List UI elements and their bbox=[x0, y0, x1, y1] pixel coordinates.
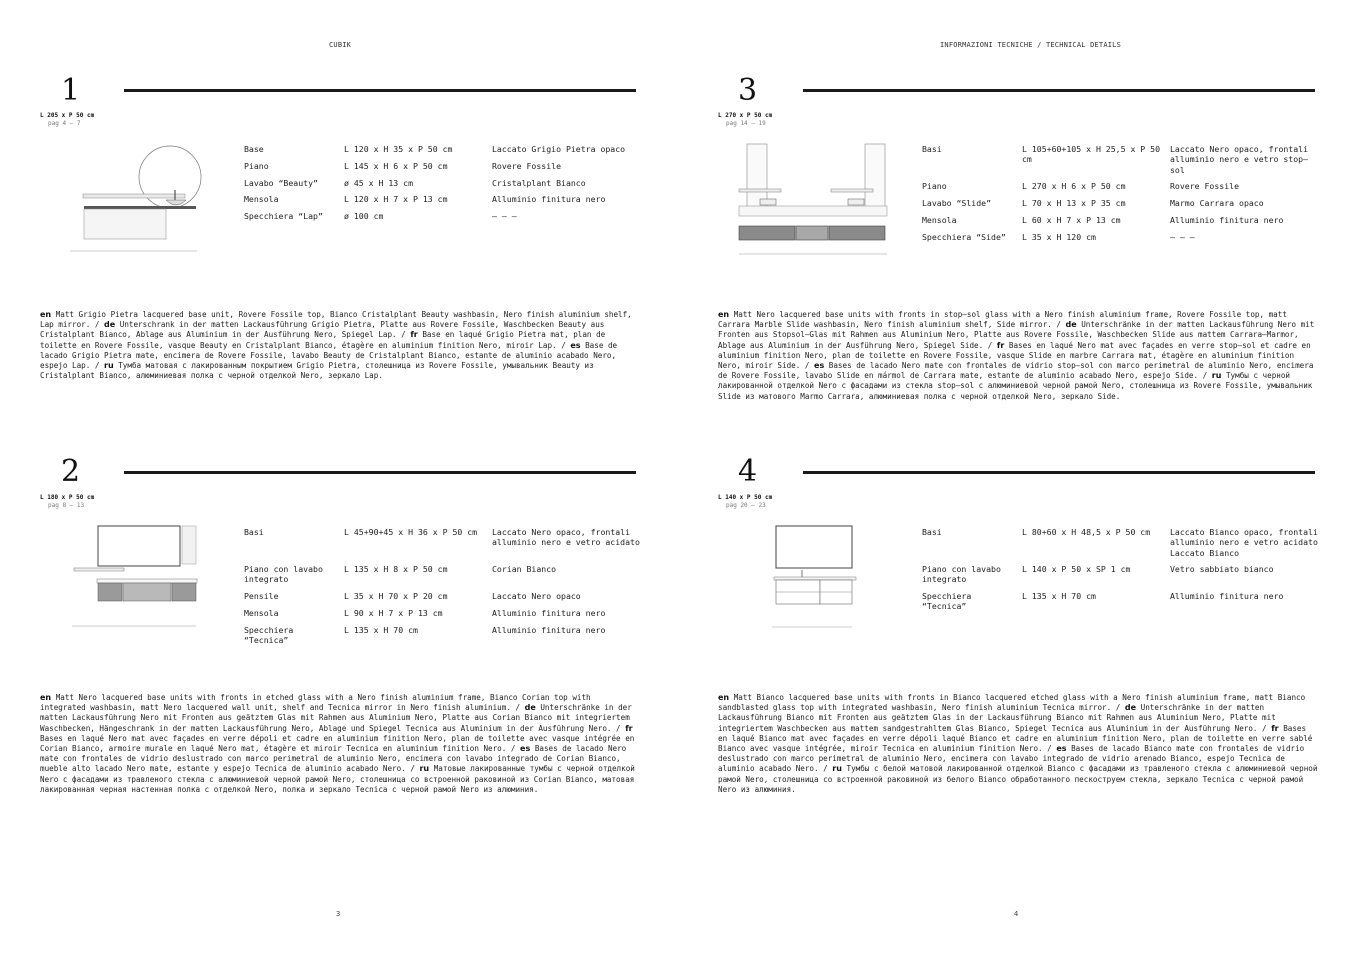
lang-code: fr bbox=[410, 330, 418, 340]
spec-finish: – – – bbox=[1170, 232, 1195, 242]
left-page-header: CUBIK bbox=[329, 41, 352, 49]
lang-code: fr bbox=[1271, 723, 1279, 733]
description-text: Тумбы с черной лакированной отделкой Nero с фасадами из стекла stop–sol с алюминиевой черной рамой Nero, столешница из Rovere Fossile, умывальник Slide из матового Marmo Carrara, алюминиевая полка с черной отделкой Nero, зеркало Side. bbox=[718, 371, 1313, 401]
spec-finish: Alluminio finitura nero bbox=[492, 194, 606, 204]
spec-finish: Alluminio finitura nero bbox=[492, 625, 606, 635]
spec-finish: Rovere Fossile bbox=[1170, 181, 1240, 191]
top bbox=[84, 206, 196, 209]
spec-item: Lavabo “Slide” bbox=[922, 198, 992, 208]
composition-3-rule bbox=[803, 89, 1315, 92]
spec-item: Piano bbox=[244, 161, 269, 171]
spec-size: ø 100 cm bbox=[344, 211, 384, 221]
lang-code: de bbox=[524, 703, 536, 713]
spec-item: Specchiera “Lap” bbox=[244, 211, 323, 221]
lang-code: fr bbox=[996, 340, 1005, 350]
spec-item: Mensola bbox=[922, 215, 957, 225]
spec-finish: Alluminio finitura nero bbox=[492, 608, 606, 618]
spec-item: Mensola bbox=[244, 608, 279, 618]
composition-1-number: 1 bbox=[61, 73, 81, 108]
description-text: Тумбы с белой матовой лакированной отделкой Bianco с фасадами из травленого стекла с алюминиевой черной рамой Nero, столешница со встроенной раковиной из белого Bianco обработанного пескоструем стекла, зеркало Tecnica с черной рамой Nero из алюминия. bbox=[718, 764, 1318, 794]
spec-item: Specchiera “Side” bbox=[922, 232, 1006, 242]
spec-finish: Laccato Nero opaco, frontali alluminio nero e vetro stop–sol bbox=[1170, 144, 1309, 175]
description-text: Bases en laqué Nero mat avec façades en verre dépoli et cadre en aluminium finition Nero, plan de toilette avec vasque intégrée en Corian Bianco, armoire murale en laqué Nero mat, étagère et miroir Tecnica en aluminium finition Nero. / bbox=[40, 733, 635, 754]
composition-3-dimensions: L 270 x P 50 cm bbox=[718, 112, 773, 119]
spec-finish: Rovere Fossile bbox=[492, 161, 562, 171]
spec-item: Specchiera “Tecnica” bbox=[922, 591, 972, 612]
lang-code: de bbox=[104, 320, 116, 330]
composition-4-spec-table bbox=[922, 527, 1322, 617]
description-text: Bases de lacado Bianco mate con frontales de vidrio deslustrado con marco perimetral de aluminio Nero, encimera con lavabo integrado de vidrio arenado Bianco, espejo Tecnica de aluminio acabado Nero. / bbox=[718, 744, 1305, 774]
spec-size: L 80+60 x H 48,5 x P 50 cm bbox=[1022, 527, 1151, 537]
base-unit bbox=[84, 209, 166, 239]
spec-size: L 90 x H 7 x P 13 cm bbox=[344, 608, 443, 618]
description-text: Unterschränke in der matten Lackausführung Bianco mit Fronten aus geätztem Glas in der Lackausführung Bianco mit Rahmen aus Aluminium Nero, Platte mit integriertem Waschbecken aus mattem sandgestrahltem Glas Bianco, Spiegel Tecnica aus Aluminium in der Ausführung Nero. / bbox=[718, 703, 1276, 733]
description-text: Unterschrank in der matten Lackausführung Grigio Pietra, Platte aus Rovere Fossile, Waschbecken Beauty aus Cristalplant Bianco, Ablage aus Aluminium in der Ausführung Nero, Spiegel Lap. / bbox=[40, 320, 605, 340]
spec-item: Pensile bbox=[244, 591, 279, 601]
base-right bbox=[829, 226, 885, 240]
shelf bbox=[83, 194, 185, 198]
composition-2-spec-table bbox=[244, 527, 644, 647]
spec-finish: Laccato Nero opaco, frontali alluminio nero e vetro acidato bbox=[492, 527, 640, 548]
spec-finish: Marmo Carrara opaco bbox=[1170, 198, 1264, 208]
composition-4-pages: pag 20 – 23 bbox=[726, 502, 766, 509]
spec-finish: – – – bbox=[492, 211, 517, 221]
spec-size: ø 45 x H 13 cm bbox=[344, 178, 414, 188]
base-right bbox=[172, 583, 196, 601]
top bbox=[739, 206, 887, 216]
spec-item: Basi bbox=[244, 527, 264, 537]
composition-1-spec-table bbox=[244, 144, 644, 234]
shelf-right bbox=[831, 189, 873, 192]
spec-size: L 145 x H 6 x P 50 cm bbox=[344, 161, 448, 171]
description-text: Base de lacado Grigio Pietra mate, encimera de Rovere Fossile, lavabo Beauty de Cristalplant Bianco, estante de aluminio acabado Nero, espejo Lap. / bbox=[40, 340, 618, 371]
composition-1-drawing bbox=[70, 140, 200, 255]
description-text: Base en laqué Grigio Pietra mat, plan de toilette en Rovere Fossile, vasque Beauty en Cristalplant Bianco, étagère en aluminium finition Nero, miroir Lap. / bbox=[40, 330, 606, 350]
composition-3-drawing bbox=[735, 140, 895, 260]
left-page-number: 3 bbox=[336, 910, 341, 918]
lang-code: de bbox=[1065, 320, 1077, 330]
description-text: Bases en laqué Nero mat avec façades en verre stop–sol et cadre en aluminium finition Nero, plan de toilette en Rovere Fossile, vasque Slide en marbre Carrara mat, étagère en aluminium finition Nero, miroir Side. / bbox=[718, 340, 1311, 371]
composition-1-dimensions: L 205 x P 50 cm bbox=[40, 112, 95, 119]
spec-item: Base bbox=[244, 144, 264, 154]
washbasin-beauty bbox=[166, 200, 186, 205]
shelf-left bbox=[739, 189, 781, 192]
description-text: Matt Grigio Pietra lacquered base unit, Rovere Fossile top, Bianco Cristalplant Beauty washbasin, Nero finish aluminium shelf, Lap mirror. / bbox=[40, 310, 632, 330]
lang-code: ru bbox=[832, 764, 842, 774]
composition-3-description bbox=[718, 310, 1318, 402]
right-page-number: 4 bbox=[1014, 910, 1019, 918]
lang-code: es bbox=[1056, 744, 1067, 754]
spec-size: L 105+60+105 x H 25,5 x P 50 cm bbox=[1022, 144, 1161, 165]
lang-code: en bbox=[40, 310, 52, 319]
composition-2-rule bbox=[124, 471, 636, 474]
spec-item: Piano bbox=[922, 181, 947, 191]
description-text: Unterschränke in der matten Lackausführung Nero mit Fronten aus geätztem Glas mit Rahmen aus Aluminium Nero, Platte aus Corian Bianco mit integriertem Waschbecken, Hängeschrank in der matten Lackausführung Nero, Ablage und Spiegel Tecnica aus Aluminium in der Ausführung Nero. / bbox=[40, 703, 632, 733]
composition-1-description bbox=[40, 310, 640, 381]
spec-finish: Corian Bianco bbox=[492, 564, 557, 574]
spec-size: L 35 x H 70 x P 20 cm bbox=[344, 591, 448, 601]
description-text: Unterschränke in der matten Lackausführung Nero mit Fronten aus Stopsol–Glas mit Rahmen aus Aluminium Nero, Platte aus Rovere Fossile, Waschbecken Slide aus mattem Carrara–Marmor, Ablage aus Aluminium in der Ausführung Nero, Spiegel Side. / bbox=[718, 320, 1315, 350]
washbasin-slide-right bbox=[848, 199, 864, 205]
description-text: Bases en laqué Bianco mat avec façades en verre dépoli laqué Bianco et cadre en aluminium finition Nero, plan de toilette en verre sablé Bianco avec vasque intégrée, miroir Tecnica en aluminium finition Nero. / bbox=[718, 723, 1313, 754]
composition-3-pages: pag 14 – 19 bbox=[726, 120, 766, 127]
spec-item: Mensola bbox=[244, 194, 279, 204]
spec-item: Basi bbox=[922, 144, 942, 154]
spec-size: L 135 x H 70 cm bbox=[344, 625, 418, 635]
mirror-tecnica bbox=[776, 526, 852, 568]
spec-size: L 70 x H 13 x P 35 cm bbox=[1022, 198, 1126, 208]
lang-code: es bbox=[570, 340, 581, 350]
spec-size: L 60 x H 7 x P 13 cm bbox=[1022, 215, 1121, 225]
lang-code: ru bbox=[1211, 371, 1222, 381]
spec-item: Specchiera “Tecnica” bbox=[244, 625, 294, 646]
spec-size: L 270 x H 6 x P 50 cm bbox=[1022, 181, 1126, 191]
spec-size: L 140 x P 50 x SP 1 cm bbox=[1022, 564, 1131, 574]
spec-finish: Alluminio finitura nero bbox=[1170, 215, 1284, 225]
composition-2-number: 2 bbox=[61, 454, 81, 489]
composition-2-drawing bbox=[70, 522, 200, 632]
composition-4-description bbox=[718, 693, 1318, 795]
description-text: Matt Bianco lacquered base units with fronts in Bianco lacquered etched glass with a Nero finish aluminium frame, matt Bianco sandblasted glass top with integrated washbasin, Nero finish aluminium Tecnica mirror. / bbox=[718, 693, 1306, 713]
lang-code: fr bbox=[625, 723, 633, 733]
mirror-tecnica bbox=[98, 526, 180, 566]
composition-4-drawing bbox=[768, 522, 868, 632]
description-text: Matt Nero lacquered base units with fronts in stop–sol glass with a Nero finish aluminium frame, Rovere Fossile top, matt Carrara Marble Slide washbasin, Nero finish aluminium shelf, Side mirror. / bbox=[718, 310, 1287, 330]
spec-finish: Laccato Bianco opaco, frontali alluminio nero e vetro acidato Laccato Bianco bbox=[1170, 527, 1318, 558]
lang-code: es bbox=[520, 744, 531, 754]
base-left bbox=[98, 583, 122, 601]
description-text: Matt Nero lacquered base units with fronts in etched glass with a Nero finish aluminium frame, Bianco Corian top with integrated washbasin, matt Nero lacquered wall unit, shelf and Tecnica mirror in Nero finish aluminium. / bbox=[40, 693, 591, 713]
composition-1-rule bbox=[124, 89, 636, 92]
spec-size: L 120 x H 7 x P 13 cm bbox=[344, 194, 448, 204]
composition-4-dimensions: L 140 x P 50 cm bbox=[718, 494, 773, 501]
spec-size: L 35 x H 120 cm bbox=[1022, 232, 1096, 242]
composition-3-number: 3 bbox=[738, 73, 758, 108]
spec-finish: Cristalplant Bianco bbox=[492, 178, 586, 188]
right-page-header: INFORMAZIONI TECNICHE / TECHNICAL DETAILS bbox=[940, 41, 1121, 49]
description-text: Bases de lacado Nero mate con frontales de vidrio stop–sol con marco perimetral de aluminio Nero, encimera de Rovere Fossile, lavabo Slide en mármol de Carrara mate, estante de aluminio acabado Nero, espejo Side. / bbox=[718, 361, 1314, 381]
lang-code: es bbox=[814, 361, 825, 371]
spec-item: Piano con lavabo integrato bbox=[244, 564, 323, 585]
composition-2-pages: pag 8 – 13 bbox=[48, 502, 85, 509]
wall-unit bbox=[182, 526, 196, 564]
lang-code: en bbox=[718, 310, 730, 319]
glass-top bbox=[774, 577, 856, 580]
shelf bbox=[74, 568, 124, 571]
description-text: Bases de lacado Nero mate con frontales de vidrio deslustrado con marco perimetral de aluminio Nero, encimera con lavabo integrado de Corian Bianco, mueble alto lacado Nero mate, estante y espejo Tecnica de aluminio acabado Nero. / bbox=[40, 744, 627, 774]
spec-size: L 120 x H 35 x P 50 cm bbox=[344, 144, 453, 154]
lang-code: en bbox=[718, 693, 730, 702]
base-center bbox=[123, 583, 171, 601]
spec-finish: Laccato Nero opaco bbox=[492, 591, 581, 601]
spec-size: L 135 x H 70 cm bbox=[1022, 591, 1096, 601]
lang-code: ru bbox=[104, 361, 114, 371]
spec-item: Piano con lavabo integrato bbox=[922, 564, 1001, 585]
composition-4-number: 4 bbox=[738, 454, 758, 489]
lang-code: de bbox=[1124, 703, 1137, 713]
spec-finish: Alluminio finitura nero bbox=[1170, 591, 1284, 601]
composition-4-rule bbox=[803, 471, 1315, 474]
composition-1-pages: pag 4 – 7 bbox=[48, 120, 81, 127]
composition-3-spec-table bbox=[922, 144, 1322, 254]
lang-code: ru bbox=[419, 764, 430, 774]
spec-size: L 45+90+45 x H 36 x P 50 cm bbox=[344, 527, 478, 537]
description-text: Матовые лакированные тумбы с черной отделкой Nero с фасадами из травленого стекла с алюминиевой черной рамой Nero, столешница со встроенной раковиной из Corian Bianco, матовая лакированная черная настенная полка с отделкой Nero, полка и зеркало Tecnica с черной рамой Nero из алюминия. bbox=[40, 764, 635, 794]
spec-size: L 135 x H 8 x P 50 cm bbox=[344, 564, 448, 574]
washbasin-slide-left bbox=[760, 199, 776, 205]
base-left bbox=[739, 226, 795, 240]
top bbox=[97, 579, 197, 583]
base-center bbox=[796, 226, 828, 240]
spec-item: Lavabo “Beauty” bbox=[244, 178, 318, 188]
lang-code: en bbox=[40, 693, 52, 702]
spec-item: Basi bbox=[922, 527, 942, 537]
composition-2-dimensions: L 180 x P 50 cm bbox=[40, 494, 95, 501]
round-mirror-lap bbox=[139, 146, 201, 208]
spec-finish: Vetro sabbiato bianco bbox=[1170, 564, 1274, 574]
mirror-side-right bbox=[865, 144, 885, 209]
spec-finish: Laccato Grigio Pietra opaco bbox=[492, 144, 626, 154]
composition-2-description bbox=[40, 693, 640, 795]
description-text: Тумба матовая с лакированным покрытием Grigio Pietra, столешница из Rovere Fossile, умывальник Beauty из Cristalplant Bianco, алюминиевая полка с черной отделкой Nero, зеркало Lap. bbox=[40, 361, 594, 381]
